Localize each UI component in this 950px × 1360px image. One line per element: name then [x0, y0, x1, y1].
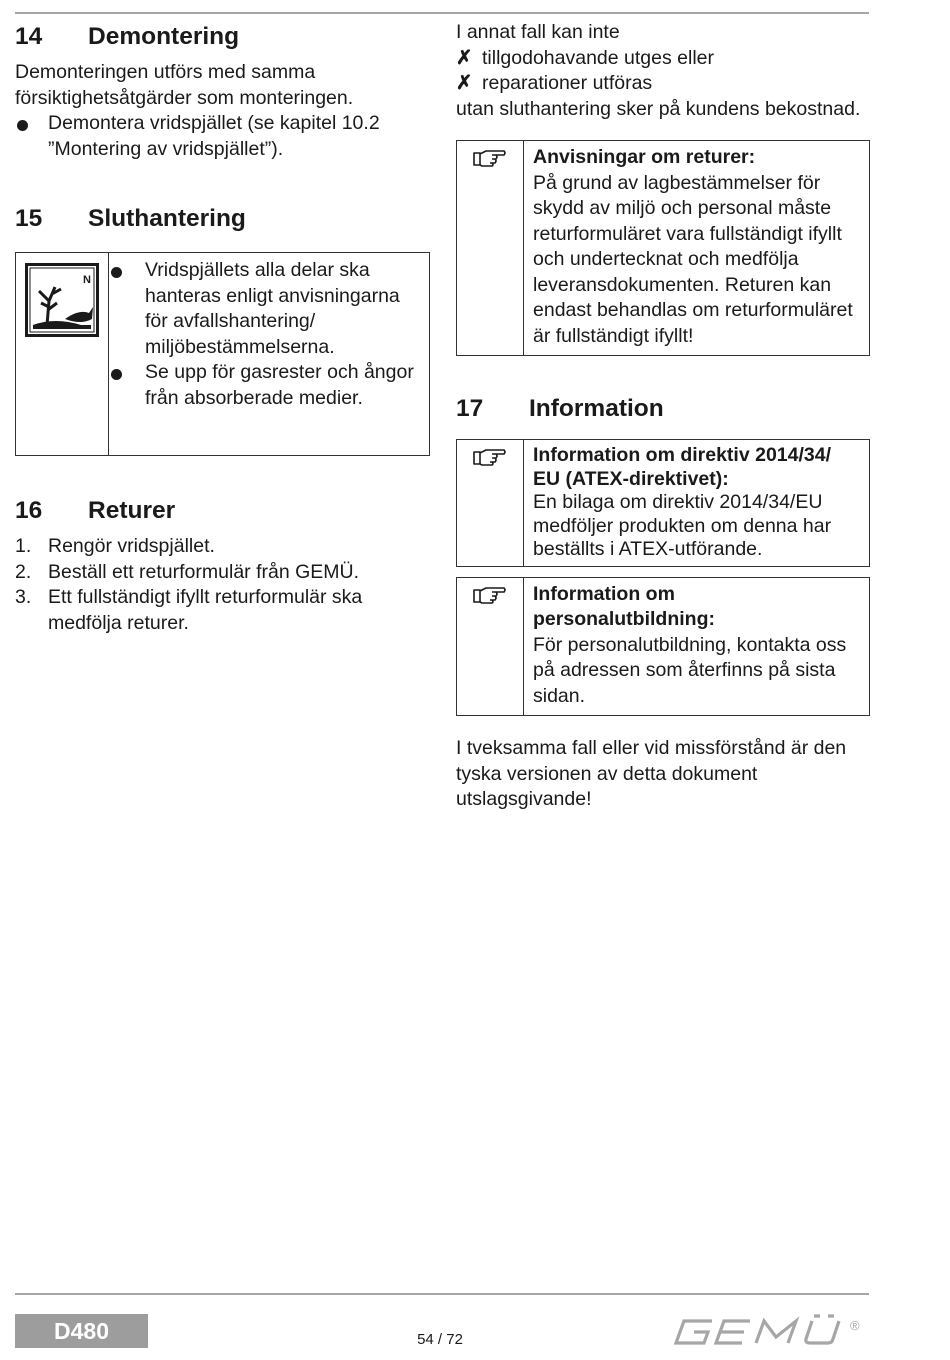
- step-text: Rengör vridspjället.: [48, 535, 215, 557]
- section-14: [15, 20, 430, 162]
- returns-continued: [456, 20, 870, 122]
- section-number: 15: [15, 205, 43, 232]
- list-item: [456, 46, 870, 72]
- step-text: Beställ ett returformulär från GEMÜ.: [48, 560, 360, 583]
- section-15-heading: [15, 202, 430, 236]
- disposal-box: [15, 252, 430, 456]
- section-17: [456, 392, 870, 813]
- section-16-heading: [15, 494, 430, 528]
- atex-note-box: [456, 439, 870, 567]
- environment-hazard-icon: [16, 253, 109, 455]
- note-heading: Information om personalutbildning:: [533, 582, 715, 630]
- section-14-intro: Demonteringen utförs med samma försiktighetsåtgärder som monteringen.: [15, 61, 354, 109]
- pointing-hand-icon: [457, 578, 524, 716]
- right-column: [456, 20, 870, 813]
- section-15: [15, 202, 430, 456]
- step-number: 2.: [15, 560, 32, 583]
- returns-exclusions: [456, 46, 870, 97]
- section-title: Sluthantering: [88, 205, 246, 232]
- list-item: [456, 71, 870, 97]
- list-item: Demontera vridspjället (se kapitel 10.2 ”Montering av vridspjället”).: [15, 111, 430, 162]
- exclusion-text: reparationer utföras: [482, 72, 653, 94]
- exclusion-text: tillgodohavande utges eller: [482, 46, 715, 69]
- pointing-hand-icon: [457, 440, 524, 566]
- section-17-heading: [456, 392, 870, 426]
- step-number: 3.: [15, 586, 32, 608]
- note-heading: Anvisningar om returer:: [533, 146, 756, 168]
- brand-logo: [668, 1313, 873, 1349]
- step-text: Ett fullständigt ifyllt returformulär ska medfölja returer.: [48, 586, 363, 634]
- section-number: 16: [15, 497, 43, 524]
- section-14-bullets: [15, 111, 430, 162]
- note-heading: Information om direktiv 2014/34/ EU (ATEX-direktivet):: [533, 444, 832, 490]
- list-item: Vridspjällets alla delar ska hanteras enligt anvisningarna för avfallshantering/ miljöbestämmelserna.: [109, 258, 419, 360]
- note-body: På grund av lagbestämmelser för skydd av miljö och personal måste returformuläret vara fullständigt ifyllt och undertecknat och medfölja leveransdokumenten. Returen kan endast behandlas om returformuläret är fullständigt ifyllt!: [533, 171, 853, 347]
- training-note-box: [456, 577, 870, 717]
- page-number: 54 / 72: [417, 1331, 463, 1348]
- returns-note-text: [524, 141, 869, 355]
- closing-statement: I tveksamma fall eller vid missförstånd är den tyska versionen av detta dokument utslagsgivande!: [456, 737, 847, 810]
- pointing-hand-icon: [457, 141, 524, 355]
- training-note-text: [524, 578, 869, 716]
- list-item: [15, 534, 430, 560]
- disposal-bullets: [109, 258, 419, 411]
- top-rule: [15, 12, 869, 14]
- section-title: Information: [529, 395, 664, 422]
- document-id-badge: D480: [15, 1314, 148, 1348]
- list-item: Se upp för gasrester och ångor från absorberade medier.: [109, 360, 419, 411]
- cross-icon: ✗: [456, 72, 473, 94]
- returns-note-box: [456, 140, 870, 356]
- left-column: [15, 20, 430, 636]
- section-title: Returer: [88, 497, 176, 524]
- list-item: [15, 560, 430, 586]
- returns-tail: utan sluthantering sker på kundens bekostnad.: [456, 97, 861, 120]
- returns-steps: [15, 534, 430, 636]
- step-number: 1.: [15, 535, 32, 557]
- svg-text:N: N: [83, 274, 91, 286]
- svg-text:®: ®: [850, 1318, 860, 1333]
- list-item: [15, 585, 430, 636]
- footer-rule: [15, 1293, 869, 1295]
- section-14-heading: [15, 20, 430, 54]
- section-title: Demontering: [88, 23, 240, 50]
- section-number: 14: [15, 23, 43, 50]
- atex-note-text: [524, 440, 869, 566]
- note-body: En bilaga om direktiv 2014/34/EU medföljer produkten om denna har beställts i ATEX-utförande.: [533, 491, 832, 560]
- section-16: [15, 494, 430, 636]
- note-body: För personalutbildning, kontakta oss på adressen som återfinns på sista sidan.: [533, 633, 847, 707]
- cross-icon: ✗: [456, 46, 473, 69]
- returns-lead: I annat fall kan inte: [456, 21, 620, 43]
- disposal-text: [109, 253, 429, 455]
- section-number: 17: [456, 395, 484, 422]
